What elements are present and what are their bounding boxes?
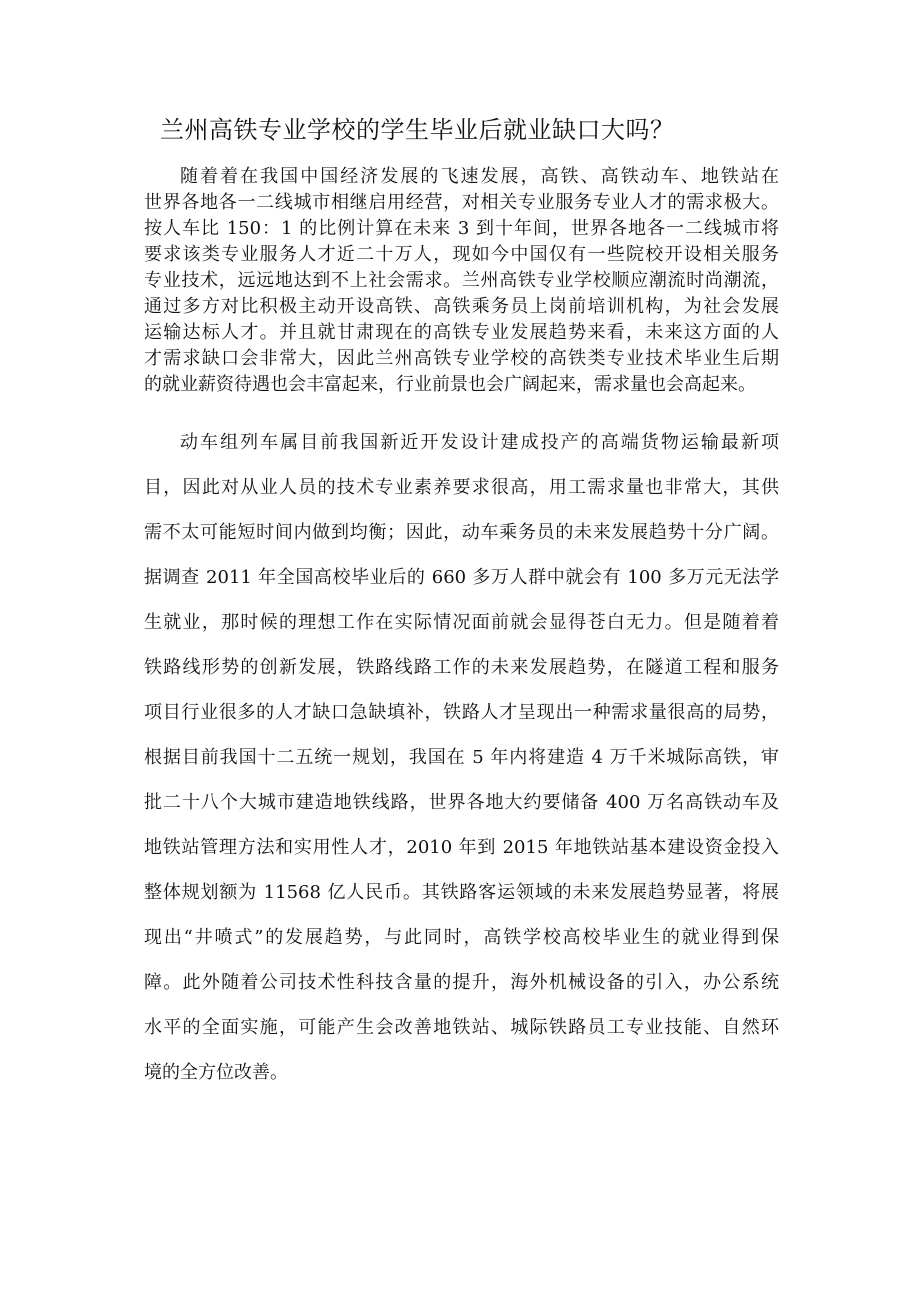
document-title: 兰州高铁专业学校的学生毕业后就业缺口大吗？: [160, 116, 675, 144]
paragraph-1-line: 通过多方对比积极主动开设高铁、高铁乘务员上岗前培训机构，为社会发展: [144, 296, 779, 317]
paragraph-1-line: 的就业薪资待遇也会丰富起来，行业前景也会广阔起来，需求量也会高起来。: [144, 374, 756, 395]
paragraph-2-line: 需不太可能短时间内做到均衡；因此，动车乘务员的未来发展趋势十分广阔。: [144, 522, 779, 543]
paragraph-2-line: 境的全方位改善。: [144, 1062, 288, 1083]
paragraph-2-line: 铁路线形势的创新发展，铁路线路工作的未来发展趋势，在隧道工程和服务: [144, 657, 779, 678]
paragraph-1-line: 才需求缺口会非常大，因此兰州高铁专业学校的高铁类专业技术毕业生后期: [144, 348, 779, 369]
paragraph-2-line: 水平的全面实施，可能产生会改善地铁站、城际铁路员工专业技能、自然环: [144, 1017, 779, 1038]
paragraph-2-line: 现出“井喷式”的发展趋势，与此同时，高铁学校高校毕业生的就业得到保: [144, 927, 779, 948]
paragraph-2-line: 生就业，那时候的理想工作在实际情况面前就会显得苍白无力。但是随着着: [144, 612, 779, 633]
paragraph-2-line: 根据目前我国十二五统一规划，我国在 5 年内将建造 4 万千米城际高铁，审: [144, 747, 779, 768]
paragraph-2: [144, 420, 779, 1095]
paragraph-1-line: 要求该类专业服务人才近二十万人，现如今中国仅有一些院校开设相关服务: [144, 244, 779, 265]
paragraph-1-line: 专业技术，远远地达到不上社会需求。兰州高铁专业学校顺应潮流时尚潮流，: [144, 270, 779, 291]
paragraph-1-line: 世界各地各一二线城市相继启用经营，对相关专业服务专业人才的需求极大。: [144, 192, 779, 213]
paragraph-2-line: 整体规划额为 11568 亿人民币。其铁路客运领域的未来发展趋势显著，将展: [144, 882, 779, 903]
paragraph-2-line: 项目行业很多的人才缺口急缺填补，铁路人才呈现出一种需求量很高的局势，: [144, 702, 779, 723]
paragraph-2-line: 地铁站管理方法和实用性人才，2010 年到 2015 年地铁站基本建设资金投入: [144, 837, 779, 858]
paragraph-1-line: 运输达标人才。并且就甘肃现在的高铁专业发展趋势来看，未来这方面的人: [144, 322, 779, 343]
paragraph-1-line: 随着着在我国中国经济发展的飞速发展，高铁、高铁动车、地铁站在: [180, 166, 779, 187]
paragraph-2-line: 据调查 2011 年全国高校毕业后的 660 多万人群中就会有 100 多万元无法学: [144, 567, 779, 588]
paragraph-1: [144, 164, 779, 398]
paragraph-2-line: 目，因此对从业人员的技术专业素养要求很高，用工需求量也非常大，其供: [144, 477, 779, 498]
paragraph-2-line: 障。此外随着公司技术性科技含量的提升，海外机械设备的引入，办公系统: [144, 972, 779, 993]
paragraph-2-line: 批二十八个大城市建造地铁线路，世界各地大约要储备 400 万名高铁动车及: [144, 792, 779, 813]
paragraph-1-line: 按人车比 150：1 的比例计算在未来 3 到十年间，世界各地各一二线城市将: [144, 218, 779, 239]
paragraph-2-line: 动车组列车属目前我国新近开发设计建成投产的高端货物运输最新项: [180, 432, 779, 453]
